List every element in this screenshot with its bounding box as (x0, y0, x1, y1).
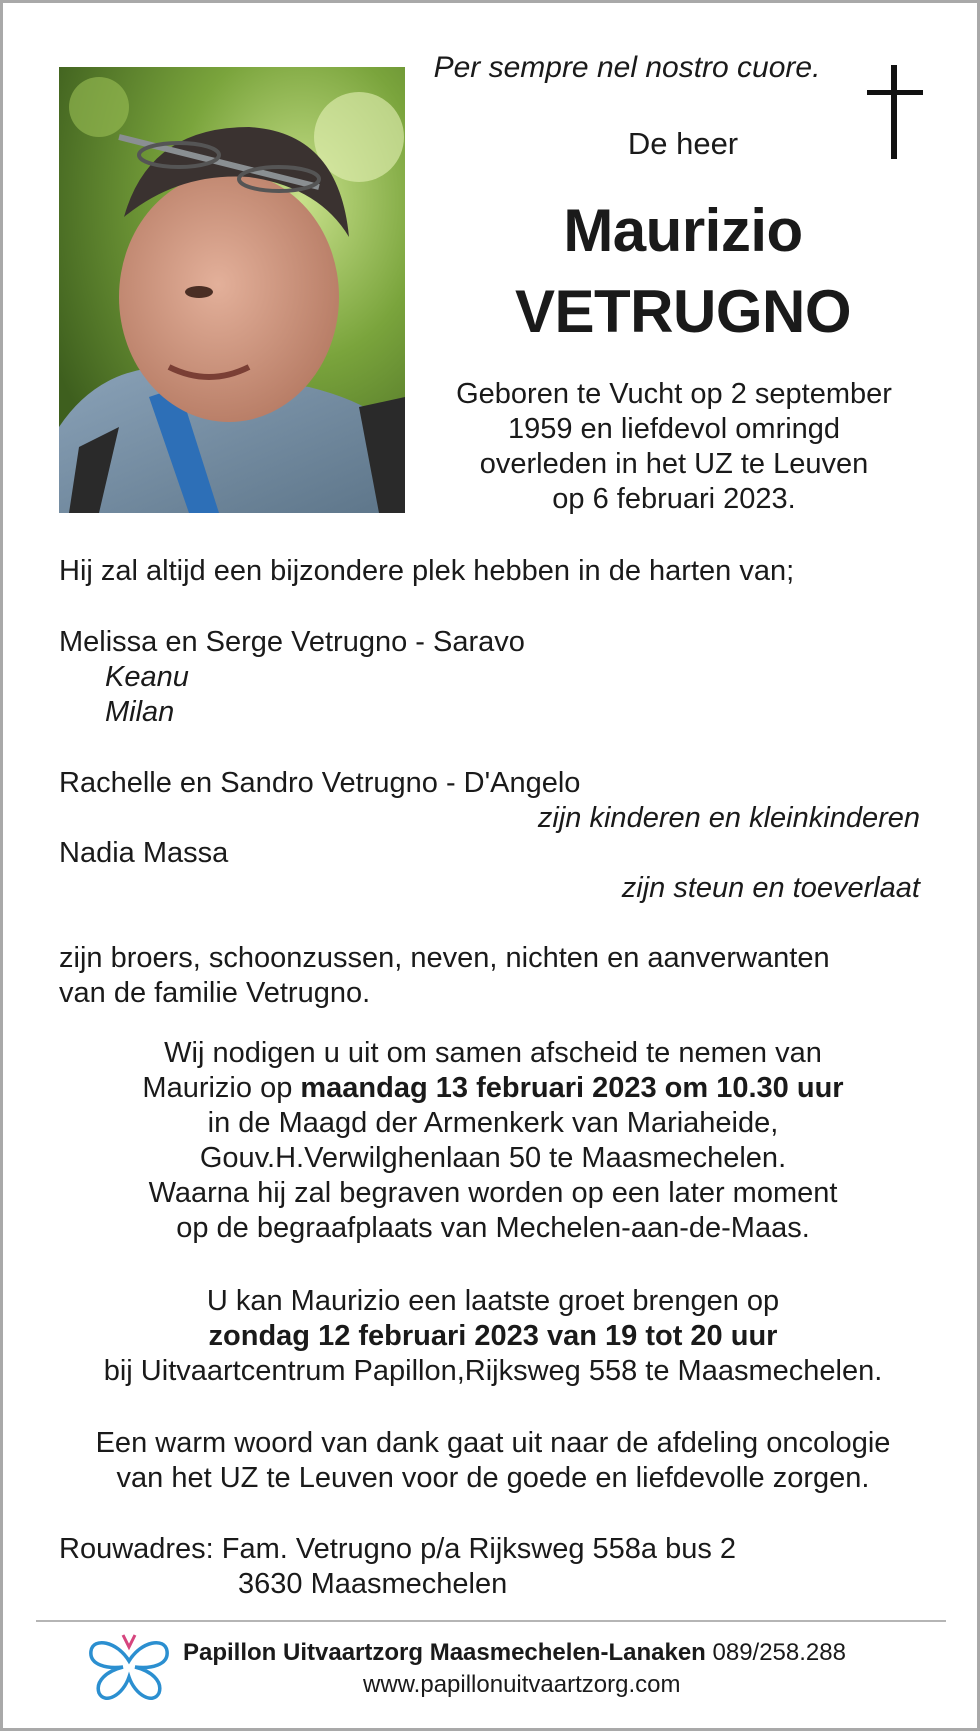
ceremony-date-line (43, 1071, 943, 1106)
grandchild-name: Keanu (105, 661, 189, 693)
motto: Per sempre nel nostro cuore. (433, 51, 821, 84)
last-name: VETRUGNO (514, 278, 852, 345)
ceremony-line: Gouv.H.Verwilghenlaan 50 te Maasmechelen. (199, 1142, 787, 1174)
birth-line: Geboren te Vucht op 2 september (456, 378, 892, 410)
thanks-line: Een warm woord van dank gaat uit naar de afdeling oncologie (95, 1427, 891, 1459)
relatives-line: zijn broers, schoonzussen, neven, nichten en aanverwanten (59, 942, 830, 974)
visitation-text (43, 1284, 943, 1389)
family-couple-1: Melissa en Serge Vetrugno - Saravo (59, 626, 525, 658)
portrait-illustration (59, 67, 405, 513)
ceremony-line: in de Maagd der Armenkerk van Mariaheide, (207, 1107, 779, 1139)
ceremony-line: Waarna hij zal begraven worden op een later moment (148, 1177, 838, 1209)
birth-death-text (429, 377, 919, 517)
relatives-line: van de familie Vetrugno. (59, 977, 371, 1009)
mourning-address-city: 3630 Maasmechelen (238, 1568, 508, 1600)
thanks-text (43, 1426, 943, 1496)
ceremony-prefix: Maurizio op (142, 1072, 301, 1104)
ceremony-line: Wij nodigen u uit om samen afscheid te nemen van (164, 1037, 822, 1069)
family-couple-2: Rachelle en Sandro Vetrugno - D'Angelo (59, 767, 581, 799)
partner-name: Nadia Massa (59, 837, 229, 869)
company-phone: 089/258.288 (712, 1639, 846, 1666)
children-caption: zijn kinderen en kleinkinderen (537, 802, 920, 834)
partner-caption: zijn steun en toeverlaat (621, 872, 920, 904)
visitation-line: U kan Maurizio een laatste groet brengen op (206, 1285, 780, 1317)
ceremony-text (43, 1036, 943, 1246)
thanks-line: van het UZ te Leuven voor de goede en liefdevolle zorgen. (116, 1462, 870, 1494)
family-intro: Hij zal altijd een bijzondere plek hebben in de harten van; (59, 555, 795, 587)
mourning-address: Rouwadres: Fam. Vetrugno p/a Rijksweg 558a bus 2 (59, 1533, 737, 1565)
company-name: Papillon Uitvaartzorg Maasmechelen-Lanaken (183, 1639, 706, 1666)
honorific: De heer (627, 126, 739, 161)
birth-line: 1959 en liefdevol omringd (507, 413, 841, 445)
visitation-line: bij Uitvaartcentrum Papillon,Rijksweg 558 te Maasmechelen. (103, 1355, 883, 1387)
visitation-datetime: zondag 12 februari 2023 van 19 tot 20 uur (208, 1320, 778, 1352)
ceremony-line: op de begraafplaats van Mechelen-aan-de-Maas. (176, 1212, 810, 1244)
ceremony-datetime: maandag 13 februari 2023 om 10.30 uur (300, 1072, 844, 1104)
first-name: Maurizio (563, 197, 803, 264)
birth-line: overleden in het UZ te Leuven (479, 448, 869, 480)
company-website[interactable]: www.papillonuitvaartzorg.com (363, 1671, 681, 1698)
birth-line: op 6 februari 2023. (552, 483, 796, 515)
footer-divider (36, 1620, 946, 1622)
portrait-photo (59, 67, 405, 513)
grandchild-name: Milan (105, 696, 175, 728)
butterfly-logo-icon (87, 1631, 171, 1705)
footer-company-line (183, 1639, 846, 1667)
